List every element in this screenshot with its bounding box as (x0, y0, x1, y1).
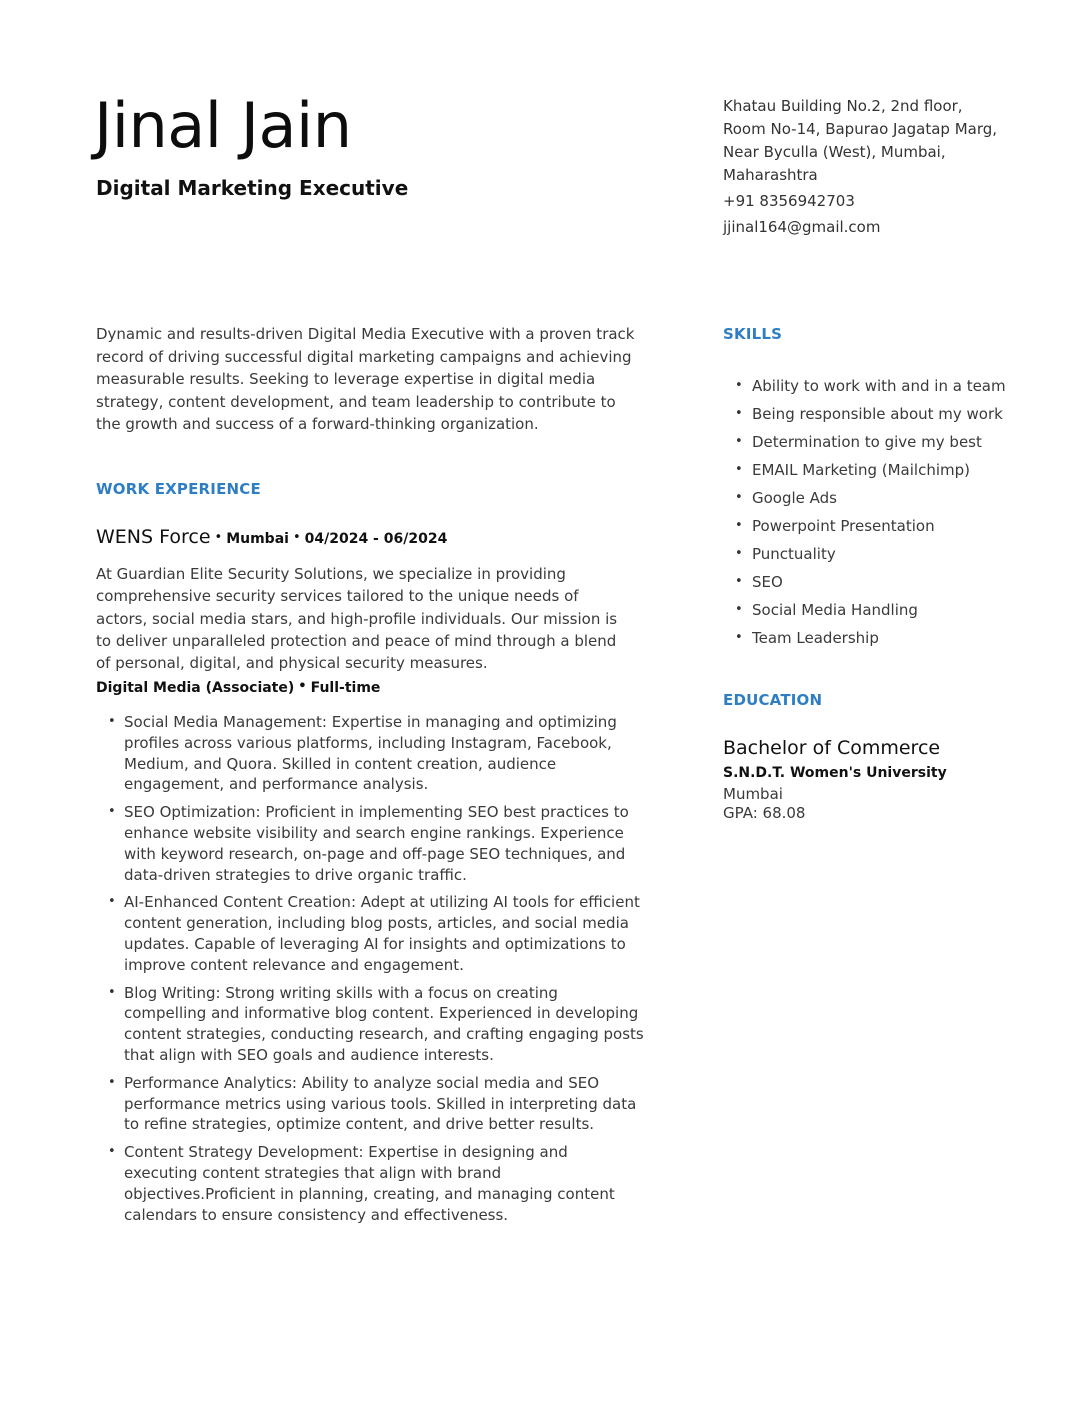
candidate-name: Jinal Jain (94, 89, 352, 162)
candidate-title: Digital Marketing Executive (96, 176, 409, 200)
role-line (96, 680, 380, 696)
summary-text: Dynamic and results-driven Digital Media Executive with a proven track record of driving successful digital marketing campaigns and achieving measurable results. Seeking to leverage expertise in digital media strategy, content development, and team leadership to contribute to the growth and success of a forward-thinking organization. (96, 325, 635, 433)
job-dates: 04/2024 - 06/2024 (304, 531, 448, 547)
separator-dot: • (214, 530, 223, 545)
contact-block (723, 95, 1023, 239)
skills-heading: SKILLS (723, 325, 783, 343)
company-description: At Guardian Elite Security Solutions, we specialize in providing comprehensive security services tailored to the unique needs of actors, social media stars, and high-profile individuals. Our mission is to deliver unparalleled protection and peace of mind through a blend of personal, digital, and physical security measures. (96, 565, 618, 673)
skill-item: • Powerpoint Presentation (723, 512, 1043, 540)
address-line: Khatau Building No.2, 2nd floor, (723, 97, 963, 115)
list-item: • SEO Optimization: Proficient in implementing SEO best practices to enhance website visibility and search engine rankings. Experience with keyword research, on-page and off-page SEO techniques, and data-driven strategies to drive organic traffic. (96, 802, 644, 885)
responsibilities-list (96, 712, 644, 1232)
skill-item: • Punctuality (723, 540, 1043, 568)
school-name: S.N.D.T. Women's University (723, 765, 947, 781)
skill-item: • Team Leadership (723, 624, 1043, 652)
list-item: • Blog Writing: Strong writing skills with a focus on creating compelling and informative blog content. Experienced in developing content strategies, conducting research, and crafting engaging posts that align with SEO goals and audience interests. (96, 983, 644, 1066)
list-item: • Social Media Management: Expertise in managing and optimizing profiles across various platforms, including Instagram, Facebook, Medium, and Quora. Skilled in content creation, audience engagement, and performance analysis. (96, 712, 644, 795)
skills-list (723, 372, 1043, 652)
education-heading: EDUCATION (723, 691, 823, 709)
job-header (96, 526, 447, 548)
separator-dot: • (298, 679, 307, 694)
work-experience-heading: WORK EXPERIENCE (96, 480, 261, 498)
list-item: • Performance Analytics: Ability to analyze social media and SEO performance metrics using various tools. Skilled in interpreting data to refine strategies, optimize content, and drive better results. (96, 1073, 644, 1135)
skill-item: • Being responsible about my work (723, 400, 1043, 428)
role-title: Digital Media (Associate) (96, 680, 295, 696)
degree-title: Bachelor of Commerce (723, 737, 941, 759)
list-item: • Content Strategy Development: Expertise in designing and executing content strategies that align with brand objectives.Proficient in planning, creating, and managing content calendars to ensure consistency and effectiveness. (96, 1142, 644, 1225)
school-location: Mumbai (723, 785, 783, 803)
email-address: jjinal164@gmail.com (723, 218, 881, 236)
separator-dot: • (292, 530, 301, 545)
job-location: Mumbai (226, 531, 289, 547)
phone-number: +91 8356942703 (723, 192, 855, 210)
skill-item: • SEO (723, 568, 1043, 596)
skill-item: • Google Ads (723, 484, 1043, 512)
list-item: • AI-Enhanced Content Creation: Adept at utilizing AI tools for efficient content generation, including blog posts, articles, and social media updates. Capable of leveraging AI for insights and optimizations to improve content relevance and engagement. (96, 892, 644, 975)
skill-item: • Determination to give my best (723, 428, 1043, 456)
company-name: WENS Force (96, 526, 211, 548)
gpa-value: GPA: 68.08 (723, 804, 806, 822)
address-line: Room No-14, Bapurao Jagatap Marg, (723, 120, 998, 138)
skill-item: • Ability to work with and in a team (723, 372, 1043, 400)
address-line: Maharashtra (723, 166, 818, 184)
employment-type: Full-time (310, 680, 381, 696)
skill-item: • EMAIL Marketing (Mailchimp) (723, 456, 1043, 484)
address-line: Near Byculla (West), Mumbai, (723, 143, 946, 161)
skill-item: • Social Media Handling (723, 596, 1043, 624)
